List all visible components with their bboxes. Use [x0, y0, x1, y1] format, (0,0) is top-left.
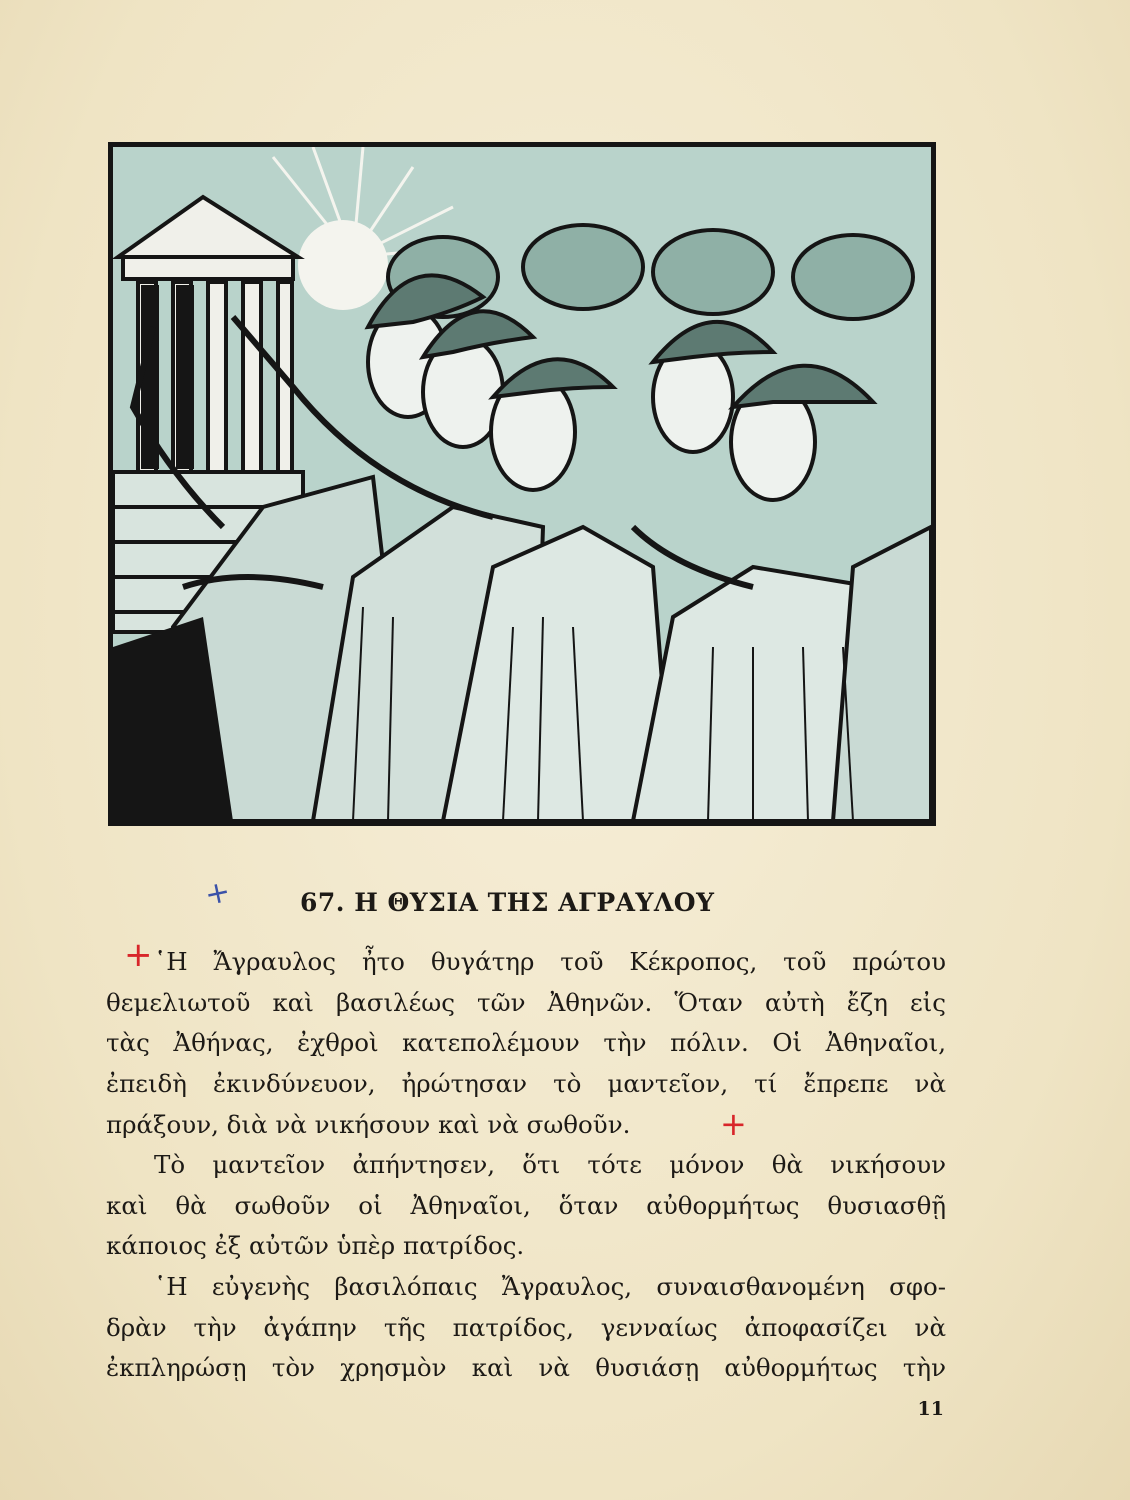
chapter-title: 67. Η ΘΥΣΙΑ ΤΗΣ ΑΓΡΑΥΛΟΥ: [300, 888, 715, 917]
paragraph-line: τὰς Ἀθήνας, ἐχθροὶ κατεπολέμουν τὴν πόλιν. Οἱ Ἀθηναῖοι,: [106, 1028, 946, 1058]
page-number: 11: [917, 1398, 944, 1420]
paragraph-line: Τὸ μαντεῖον ἀπήντησεν, ὅτι τότε μόνον θὰ νικήσουν: [154, 1150, 946, 1179]
paragraph-line: θεμελιωτοῦ καὶ βασιλέως τῶν Ἀθηνῶν. Ὅταν αὐτὴ ἔζη εἰς: [106, 987, 946, 1017]
woodcut-illustration: [108, 142, 936, 826]
paragraph-line: κάποιος ἐξ αὐτῶν ὑπὲρ πατρίδος.: [106, 1231, 525, 1261]
blue-pen-cross-mark: +: [201, 873, 234, 914]
paragraph-line: ἐκπληρώσῃ τὸν χρησμὸν καὶ νὰ θυσιάσῃ αὐθορμήτως τὴν: [106, 1353, 946, 1383]
paragraph-line: καὶ θὰ σωθοῦν οἱ Ἀθηναῖοι, ὅταν αὐθορμήτως θυσιασθῇ: [106, 1190, 946, 1220]
paragraph-line: ἐπειδὴ ἐκινδύνευον, ἠρώτησαν τὸ μαντεῖον, τί ἔπρεπε νὰ: [106, 1069, 946, 1099]
paragraph-line: ῾Η Ἄγραυλος ἦτο θυγάτηρ τοῦ Κέκροπος, τοῦ πρώτου: [154, 947, 946, 976]
paragraph-line: πράξουν, διὰ νὰ νικήσουν καὶ νὰ σωθοῦν.: [106, 1109, 631, 1139]
red-pen-cross-mark-start: +: [124, 935, 153, 975]
paragraph-3: [106, 1267, 946, 1389]
paragraph-line: δρὰν τὴν ἀγάπην τῆς πατρίδος, γενναίως ἀποφασίζει νὰ: [106, 1312, 946, 1342]
paragraph-2: [106, 1145, 946, 1267]
paragraph-1: [106, 942, 946, 1145]
maidens-temple-woodcut-icon: [113, 147, 931, 821]
paragraph-line: ῾Η εὐγενὴς βασιλόπαις Ἄγραυλος, συναισθανομένη σφο-: [154, 1272, 946, 1301]
red-pen-cross-mark-end: +: [720, 1105, 747, 1143]
